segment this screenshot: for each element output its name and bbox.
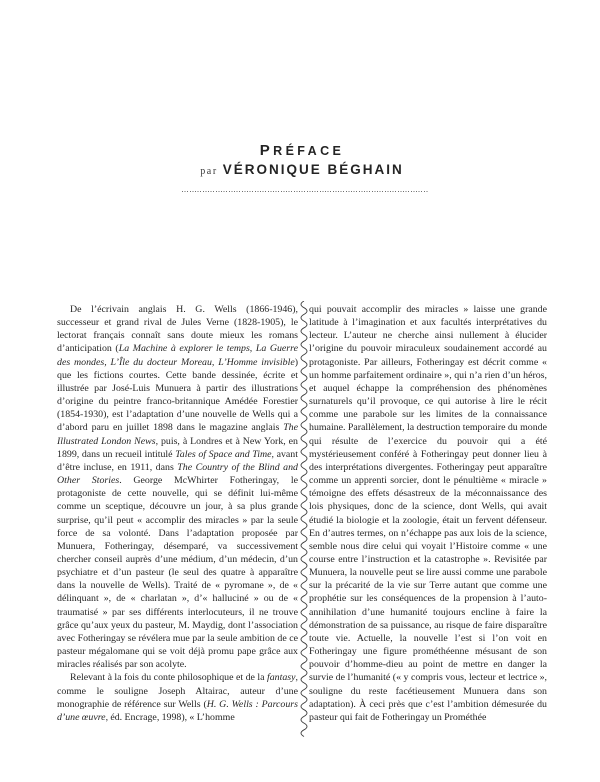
italic-text-segment: H. G. Wells : Parcours d’une œuvre <box>57 698 298 723</box>
text-segment: , éd. Encrage, 1998), « L’homme <box>105 711 235 723</box>
column-divider-squiggle-icon <box>299 301 309 743</box>
paragraph <box>57 303 298 671</box>
italic-text-segment: La Machine à explorer le temps, La Guerre des mondes, L’Île du docteur Moreau, L’Homme invisible <box>57 343 299 368</box>
preface-header <box>57 144 547 179</box>
text-segment: . George McWhirter Fotheringay, le protagoniste de cette nouvelle, qui se définit lui-même comme un sceptique, découvre un jour, à sa plus grande surprise, qu’il peut « accomplir des miracles » par la seule force de sa volonté. Dans l’adaptation proposée par Munuera, Fotheringay, désemparé, va successivement chercher conseil auprès d’une médium, d’un médecin, d’un psychiatre et d’un pasteur (le seul des quatre à apparaître dans la nouvelle de Wells). Traité de « pyromane », de « délinquant », de « charlatan », d’« halluciné » ou de « traumatisé » par ses différents interlocuteurs, il ne trouve grâce qu’aux yeux du pasteur, M. Maydig, dont l’association avec Fotheringay se révélera mue par la seule ambition de ce pasteur mégalomane qui se voit déjà promu pape grâce aux miracles réalisés par son acolyte. <box>57 475 298 671</box>
preface-byline <box>57 162 547 179</box>
italic-text-segment: fantasy <box>267 672 296 684</box>
squiggle-path <box>301 301 307 737</box>
byline-prefix: par <box>200 166 218 177</box>
preface-title: PRÉFACE <box>259 142 345 159</box>
text-segment: De l’écrivain anglais H. G. Wells (1866-1946), successeur et grand rival de Jules Verne (1828-1905), le lectorat français connaît sans doute mieux les romans d’anticipation ( <box>57 304 298 355</box>
italic-text-segment: The Illustrated London News <box>57 422 298 447</box>
text-segment: , comme le souligne Joseph Altairac, auteur d’une monographie de référence sur Wells ( <box>57 672 298 710</box>
text-segment: , puis, à Londres et à New York, en 1899, dans un recueil intitulé <box>57 435 298 460</box>
italic-text-segment: The Country of the Blind and Other Stories <box>57 461 298 487</box>
paragraph <box>57 671 298 724</box>
text-column-right <box>309 303 547 724</box>
dotted-rule <box>182 191 428 193</box>
text-segment: qui pouvait accomplir des miracles » laisse une grande latitude à l’imagination et aux facultés interprétatives du lecteur. L’auteur ne cherche ainsi nullement à élucider l’origine du pouvoir miraculeux soudainement accordé au protagoniste. Par ailleurs, Fotheringay est décrit comme « un homme parfaitement ordinaire », qui n’a rien d’un héros, et auquel échappe la compréhension des phénomènes surnaturels qu’il provoque, ce qui autorise à lire le récit comme une parabole sur les limites de la connaissance humaine. Parallèlement, la destruction temporaire du monde qui résulte de l’exercice du pouvoir qui a été mystérieusement conféré à Fotheringay peut donner lieu à des interprétations divergentes. Fotheringay peut apparaître comme un apprenti sorcier, dont le pénultième « miracle » témoigne des effets désastreux de la méconnaissance des lois physiques, donc de la science, dont Wells, qui avait étudié la biologie et la zoologie, était un fervent défenseur. En d’autres termes, on n’échappe pas aux lois de la science, semble nous dire celui qui voyait l’Histoire comme « une course entre l’instruction et la catastrophe ». Revisitée par Munuera, la nouvelle peut se lire aussi comme une parabole sur la précarité de la vie sur Terre autant que comme une prophétie sur les conséquences de la propension à l’auto-annihilation d’une humanité toujours encline à faire la démonstration de sa puissance, au risque de faire disparaître toute vie. Actuelle, la nouvelle l’est si l’on voit en Fotheringay une figure prométhéenne mésusant de son pouvoir d’homme-dieu au point de mettre en danger la survie de l’humanité (« y compris vous, lecteur et lectrice », souligne du reste facétieusement Munuera dans son adaptation). À ceci près que c’est l’ambition démesurée du pasteur qui fait de Fotheringay un Prométhée <box>309 304 547 723</box>
text-segment: , avant d’être incluse, en 1911, dans <box>57 448 298 473</box>
italic-text-segment: Tales of Space and Time <box>175 448 272 460</box>
preface-author: VÉRONIQUE BÉGHAIN <box>222 162 404 177</box>
text-column-left <box>57 303 298 724</box>
paragraph <box>309 303 547 724</box>
text-segment: Relevant à la fois du conte philosophique et de la <box>70 672 267 684</box>
text-segment: ) que les fictions courtes. Cette bande dessinée, écrite et illustrée par José-Luis Munuera à partir des illustrations d’origine du peintre franco-britannique Amédée Forestier (1854-1930), est l’adaptation d’une nouvelle de Wells qui a d’abord paru en juillet 1898 dans le magazine anglais <box>57 356 298 434</box>
